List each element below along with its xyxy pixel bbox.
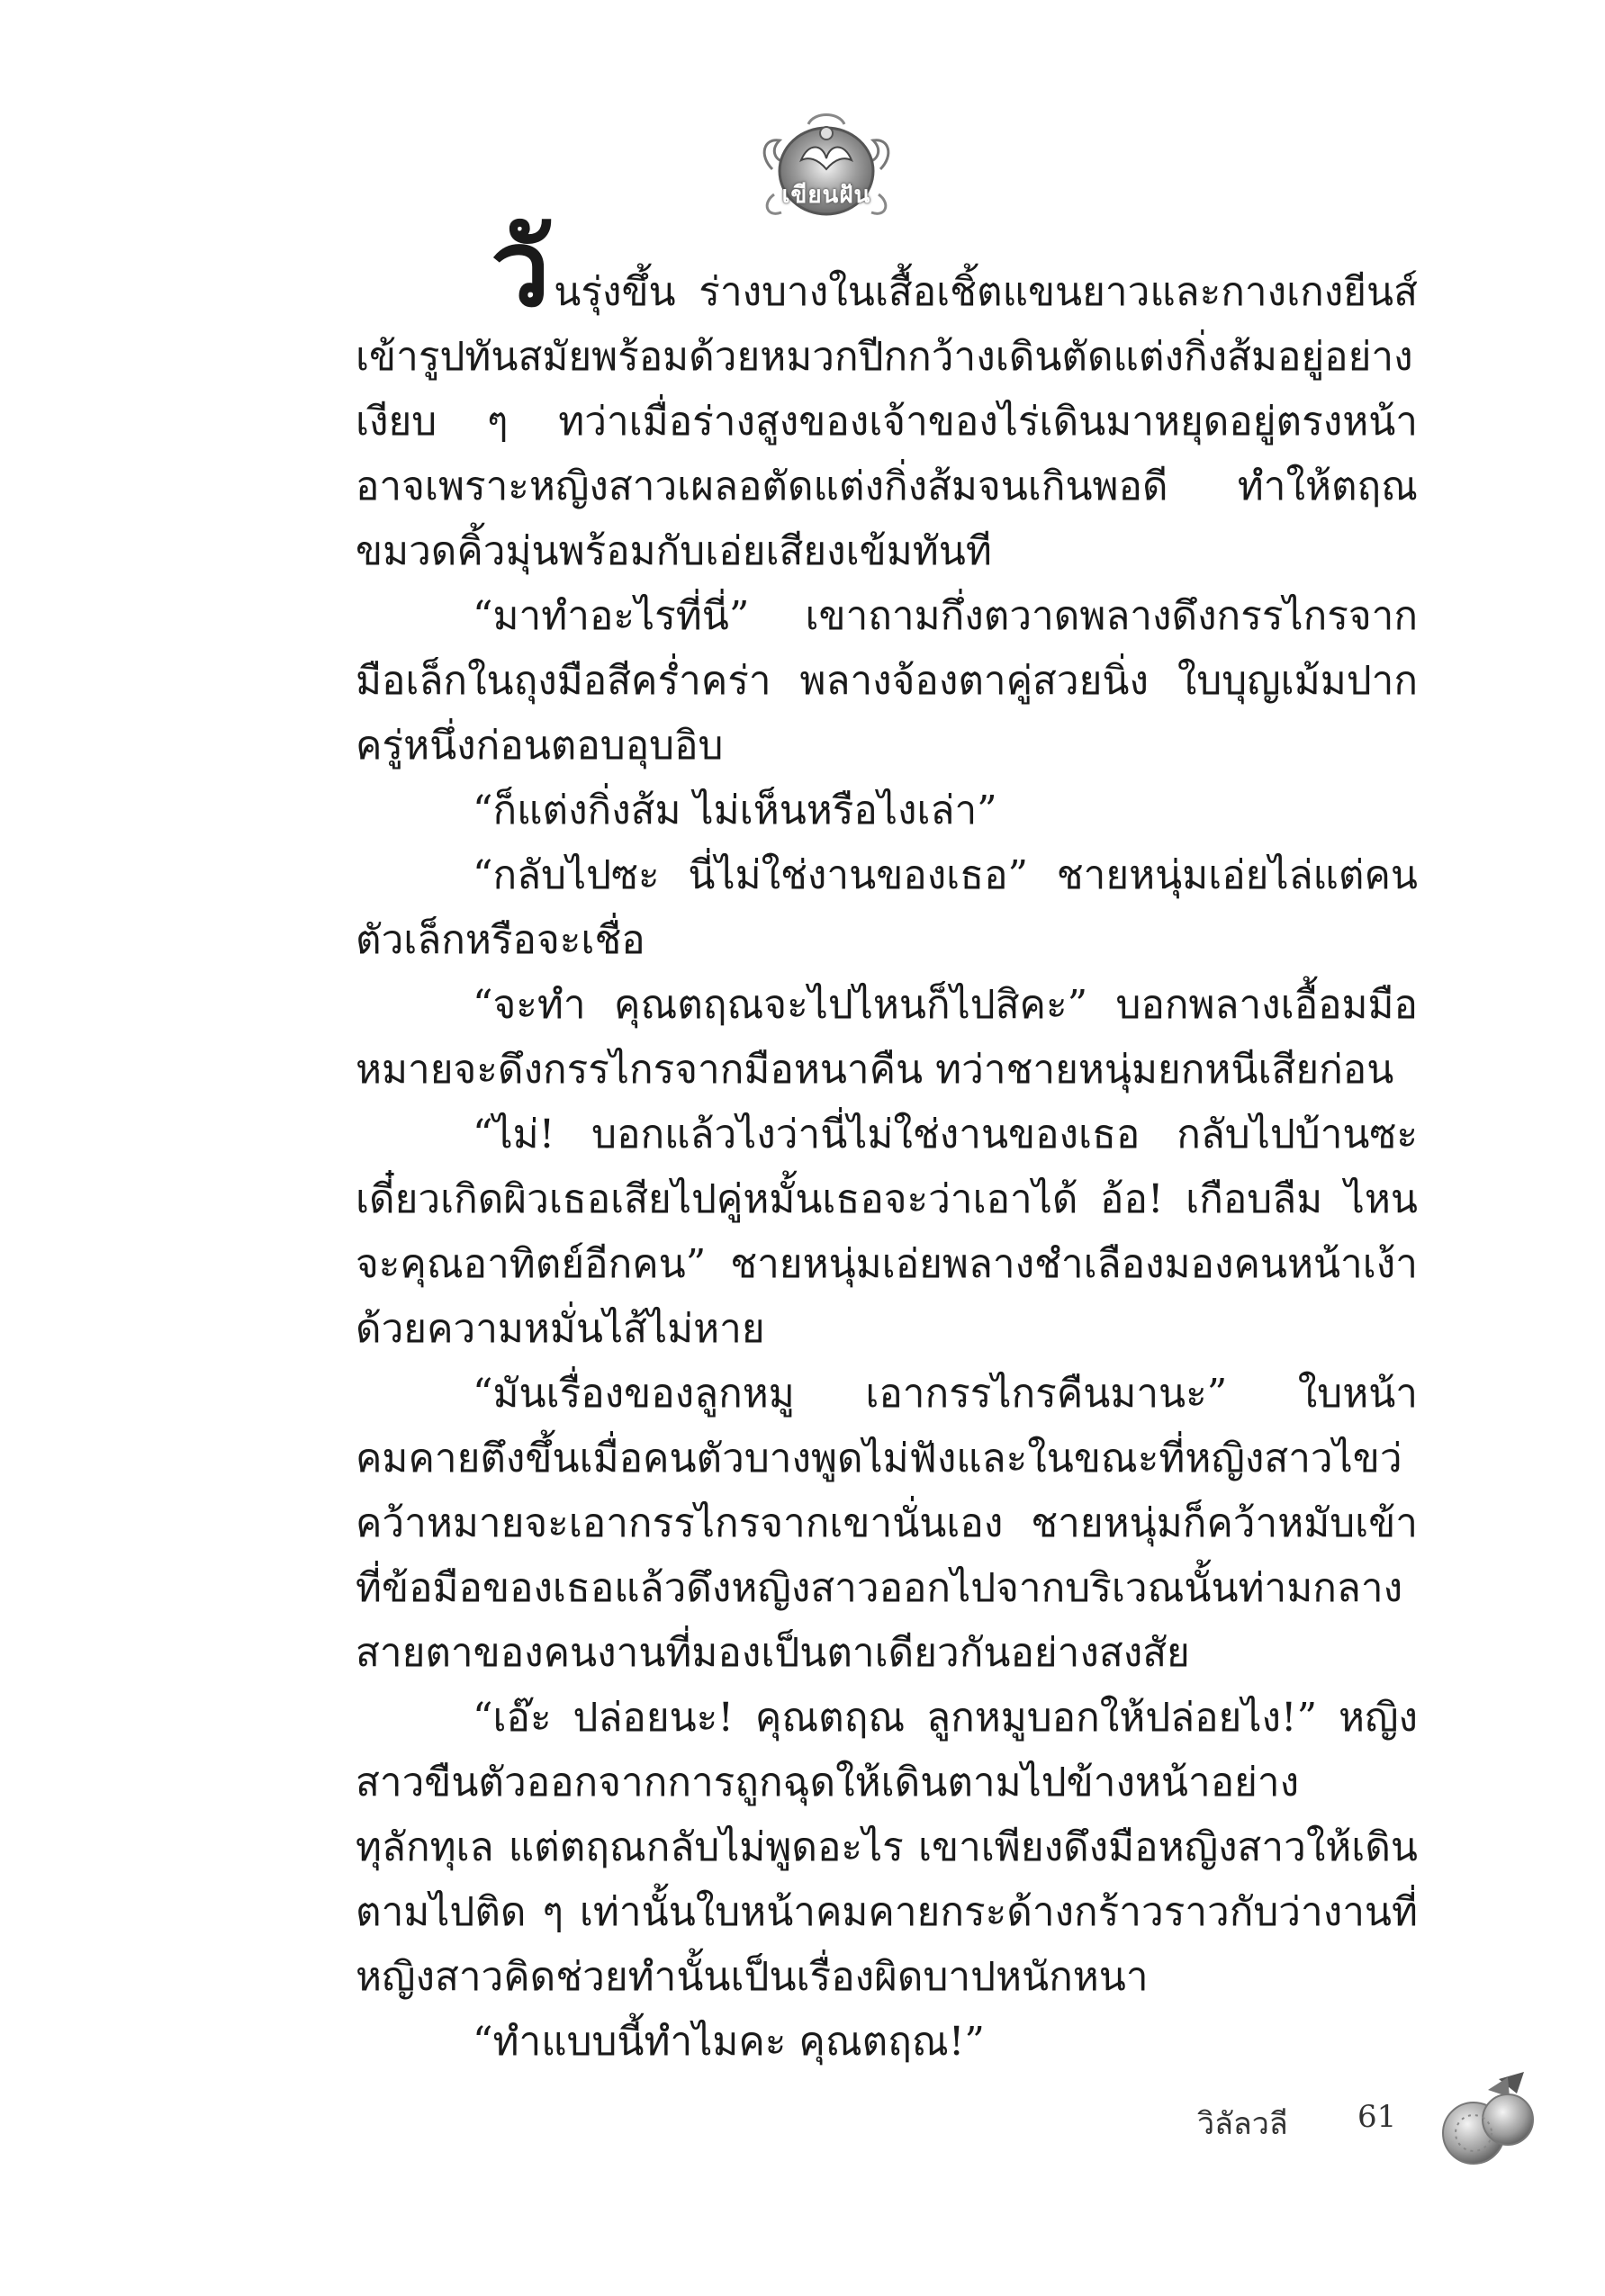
paragraph: “มาทำอะไรที่นี่” เขาถามกึ่งตวาดพลางดึงกรรไกรจากมือเล็กในถุงมือสีคร่ำคร่า พลางจ้องตาคู่สวยนิ่ง ใบบุญเม้มปากครู่หนึ่งก่อนตอบอุบอิบ: [356, 593, 1418, 769]
page-footer: [1197, 2070, 1539, 2178]
paragraph: “ก็แต่งกิ่งส้ม ไม่เห็นหรือไงเล่า”: [473, 788, 997, 833]
paragraph-opening-text: นรุ่งขึ้น ร่างบางในเสื้อเชิ้ตแขนยาวและกางเกงยีนส์เข้ารูปทันสมัยพร้อมด้วยหมวกปีกกว้างเดินตัดแต่งกิ่งส้มอยู่อย่างเงียบ ๆ ทว่าเมื่อร่างสูงของเจ้าของไร่เดินมาหยุดอยู่ตรงหน้า อาจเพราะหญิงสาวเผลอตัดแต่งกิ่งส้มจนเกินพอดี ทำให้ตฤณขมวดคิ้วมุ่นพร้อมกับเอ่ยเสียงเข้มทันที: [356, 269, 1418, 574]
drop-cap: วั: [491, 205, 551, 330]
header-emblem: [754, 106, 898, 223]
paragraph: “กลับไปซะ นี่ไม่ใช่งานของเธอ” ชายหนุ่มเอ่ยไล่แต่คนตัวเล็กหรือจะเชื่อ: [356, 852, 1418, 963]
paragraph: “เอ๊ะ ปล่อยนะ! คุณตฤณ ลูกหมูบอกให้ปล่อยไง!” หญิงสาวขืนตัวออกจากการถูกฉุดให้เดินตามไปข้างหน้าอย่างทุลักทุเล แต่ตฤณกลับไม่พูดอะไร เขาเพียงดึงมือหญิงสาวให้เดินตามไปติด ๆ เท่านั้นใบหน้าคมคายกระด้างกร้าวราวกับว่างานที่หญิงสาวคิดช่วยทำนั้นเป็นเรื่องผิดบาปหนักหนา: [356, 1695, 1418, 2000]
paragraph: “ไม่! บอกแล้วไงว่านี่ไม่ใช่งานของเธอ กลับไปบ้านซะเดี๋ยวเกิดผิวเธอเสียไปคู่หมั้นเธอจะว่าเอาได้ อ้อ! เกือบลืม ไหนจะคุณอาทิตย์อีกคน” ชายหนุ่มเอ่ยพลางชำเลืองมองคนหน้าเง้าด้วยความหมั่นไส้ไม่หาย: [356, 1112, 1418, 1352]
paragraph: “จะทำ คุณตฤณจะไปไหนก็ไปสิคะ” บอกพลางเอื้อมมือหมายจะดึงกรรไกรจากมือหนาคืน ทว่าชายหนุ่มยกหนีเสียก่อน: [356, 982, 1418, 1093]
footer-author: วิลัลวลี: [1197, 2106, 1288, 2142]
paragraph-opening: [356, 205, 1418, 584]
story-text: [356, 205, 1418, 2075]
paragraph: “มันเรื่องของลูกหมู เอากรรไกรคืนมานะ” ใบหน้าคมคายตึงขึ้นเมื่อคนตัวบางพูดไม่ฟังและในขณะที่หญิงสาวไขว่คว้าหมายจะเอากรรไกรจากเขานั่นเอง ชายหนุ่มก็คว้าหมับเข้าที่ข้อมือของเธอแล้วดึงหญิงสาวออกไปจากบริเวณนั้นท่ามกลางสายตาของคนงานที่มองเป็นตาเดียวกันอย่างสงสัย: [356, 1371, 1418, 1676]
page-number: 61: [1357, 2099, 1397, 2135]
paragraph: “ทำแบบนี้ทำไมคะ คุณตฤณ!”: [473, 2019, 985, 2065]
oranges-icon: [1436, 2070, 1539, 2174]
emblem-label: เขียนฝัน: [781, 182, 871, 209]
